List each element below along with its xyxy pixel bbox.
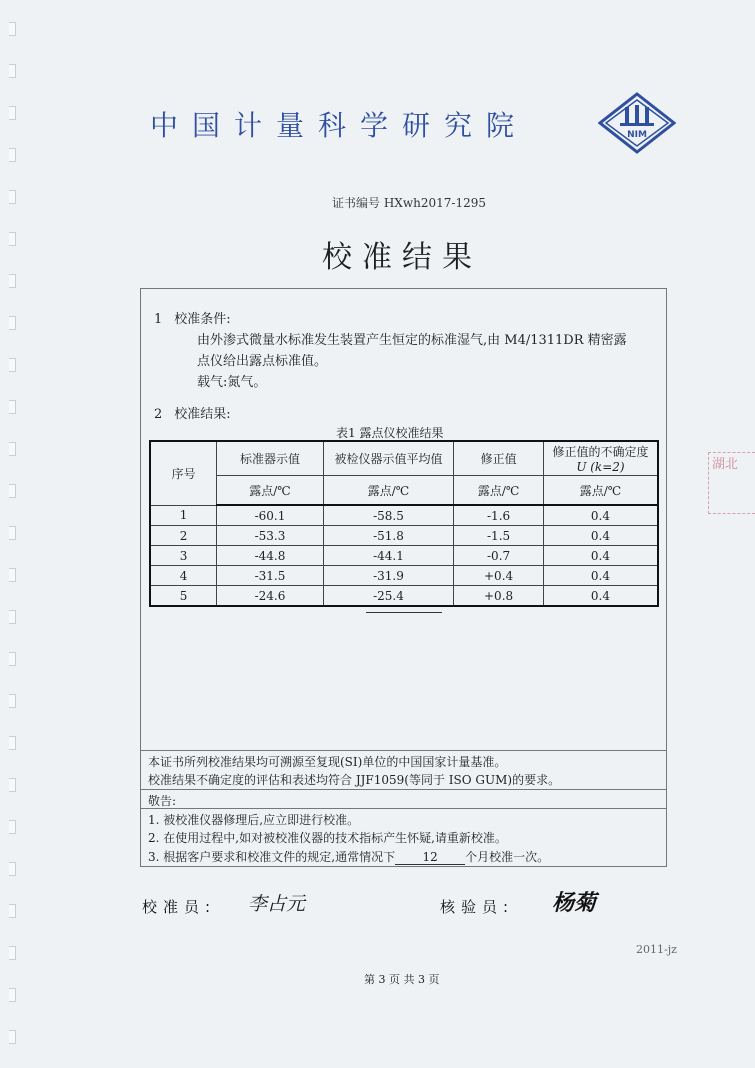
cell-instrument: -44.1: [323, 546, 453, 566]
unit-cell: 露点/℃: [454, 476, 544, 506]
calibration-interval: 12: [395, 850, 465, 865]
col-header-instrument: 被检仪器示值平均值: [323, 441, 453, 476]
caution-item-3: 3. 根据客户要求和校准文件的规定,通常情况下 12 个月校准一次。: [148, 850, 550, 864]
cell-instrument: -25.4: [323, 586, 453, 607]
col-header-index: 序号: [150, 441, 217, 505]
table-caption: 表1 露点仪校准结果: [336, 426, 444, 440]
divider: [140, 808, 666, 809]
cell-uncertainty: 0.4: [543, 526, 658, 546]
uncertainty-note: 校准结果不确定度的评估和表述均符合 JJF1059(等同于 ISO GUM)的要求。: [148, 773, 561, 787]
calibration-conditions: 由外渗式微量水标准发生装置产生恒定的标准湿气,由 M4/1311DR 精密露 点仪给出露点标准值。 载气:氮气。: [197, 333, 627, 390]
divider: [140, 789, 666, 790]
cell-index: 5: [150, 586, 217, 607]
cell-correction: +0.8: [454, 586, 544, 607]
cell-uncertainty: 0.4: [543, 546, 658, 566]
cell-index: 4: [150, 566, 217, 586]
cell-correction: -1.6: [454, 505, 544, 526]
col-header-uncertainty: 修正值的不确定度 U (k=2): [543, 441, 658, 476]
table-row: [150, 586, 658, 607]
table-row: [150, 566, 658, 586]
verifier-label: 核验员:: [440, 898, 515, 916]
table-row: [150, 546, 658, 566]
caution-item-1: 1. 被校准仪器修理后,应立即进行校准。: [148, 813, 360, 827]
divider: [140, 750, 666, 751]
table-end-divider: [366, 612, 442, 613]
cell-uncertainty: 0.4: [543, 586, 658, 607]
caution-item-2: 2. 在使用过程中,如对被校准仪器的技术指标产生怀疑,请重新校准。: [148, 831, 507, 845]
organization-name: 中国计量科学研究院: [150, 109, 529, 142]
results-table: [149, 440, 659, 607]
table-row: [150, 526, 658, 546]
cell-index: 1: [150, 505, 217, 526]
section-1-heading: 1 校准条件:: [154, 312, 231, 327]
col-header-standard: 标准器示值: [217, 441, 324, 476]
cell-standard: -53.3: [217, 526, 324, 546]
cell-instrument: -58.5: [323, 505, 453, 526]
unit-cell: 露点/℃: [323, 476, 453, 506]
traceability-note: 本证书所列校准结果均可溯源至复现(SI)单位的中国国家计量基准。: [148, 755, 507, 769]
page-number: 第 3 页 共 3 页: [364, 973, 440, 986]
cell-correction: -1.5: [454, 526, 544, 546]
cell-instrument: -31.9: [323, 566, 453, 586]
svg-text:NIM: NIM: [627, 130, 647, 140]
cell-correction: -0.7: [454, 546, 544, 566]
certificate-number: 证书编号 HXwh2017-1295: [332, 196, 486, 210]
cell-standard: -24.6: [217, 586, 324, 607]
binding-holes: [6, 20, 20, 1060]
form-code: 2011-jz: [636, 943, 677, 956]
section-2-heading: 2 校准结果:: [154, 407, 231, 422]
unit-cell: 露点/℃: [543, 476, 658, 506]
page-title: 校准结果: [322, 240, 482, 275]
svg-text:李占元: 李占元: [248, 893, 306, 915]
cell-standard: -31.5: [217, 566, 324, 586]
cell-uncertainty: 0.4: [543, 566, 658, 586]
cell-standard: -60.1: [217, 505, 324, 526]
calibrator-label: 校准员:: [142, 898, 217, 916]
calibrator-signature: [246, 886, 324, 920]
col-header-correction: 修正值: [454, 441, 544, 476]
cell-uncertainty: 0.4: [543, 505, 658, 526]
red-stamp: 湖北: [708, 452, 755, 514]
unit-cell: 露点/℃: [217, 476, 324, 506]
verifier-signature: [550, 884, 620, 920]
table-header-row: [150, 441, 658, 476]
table-row: [150, 505, 658, 526]
cell-index: 2: [150, 526, 217, 546]
cell-correction: +0.4: [454, 566, 544, 586]
table-unit-row: [150, 476, 658, 506]
cell-standard: -44.8: [217, 546, 324, 566]
caution-heading: 敬告:: [148, 794, 177, 808]
nim-logo-icon: [598, 92, 676, 154]
svg-text:杨菊: 杨菊: [552, 890, 597, 916]
cell-index: 3: [150, 546, 217, 566]
cell-instrument: -51.8: [323, 526, 453, 546]
